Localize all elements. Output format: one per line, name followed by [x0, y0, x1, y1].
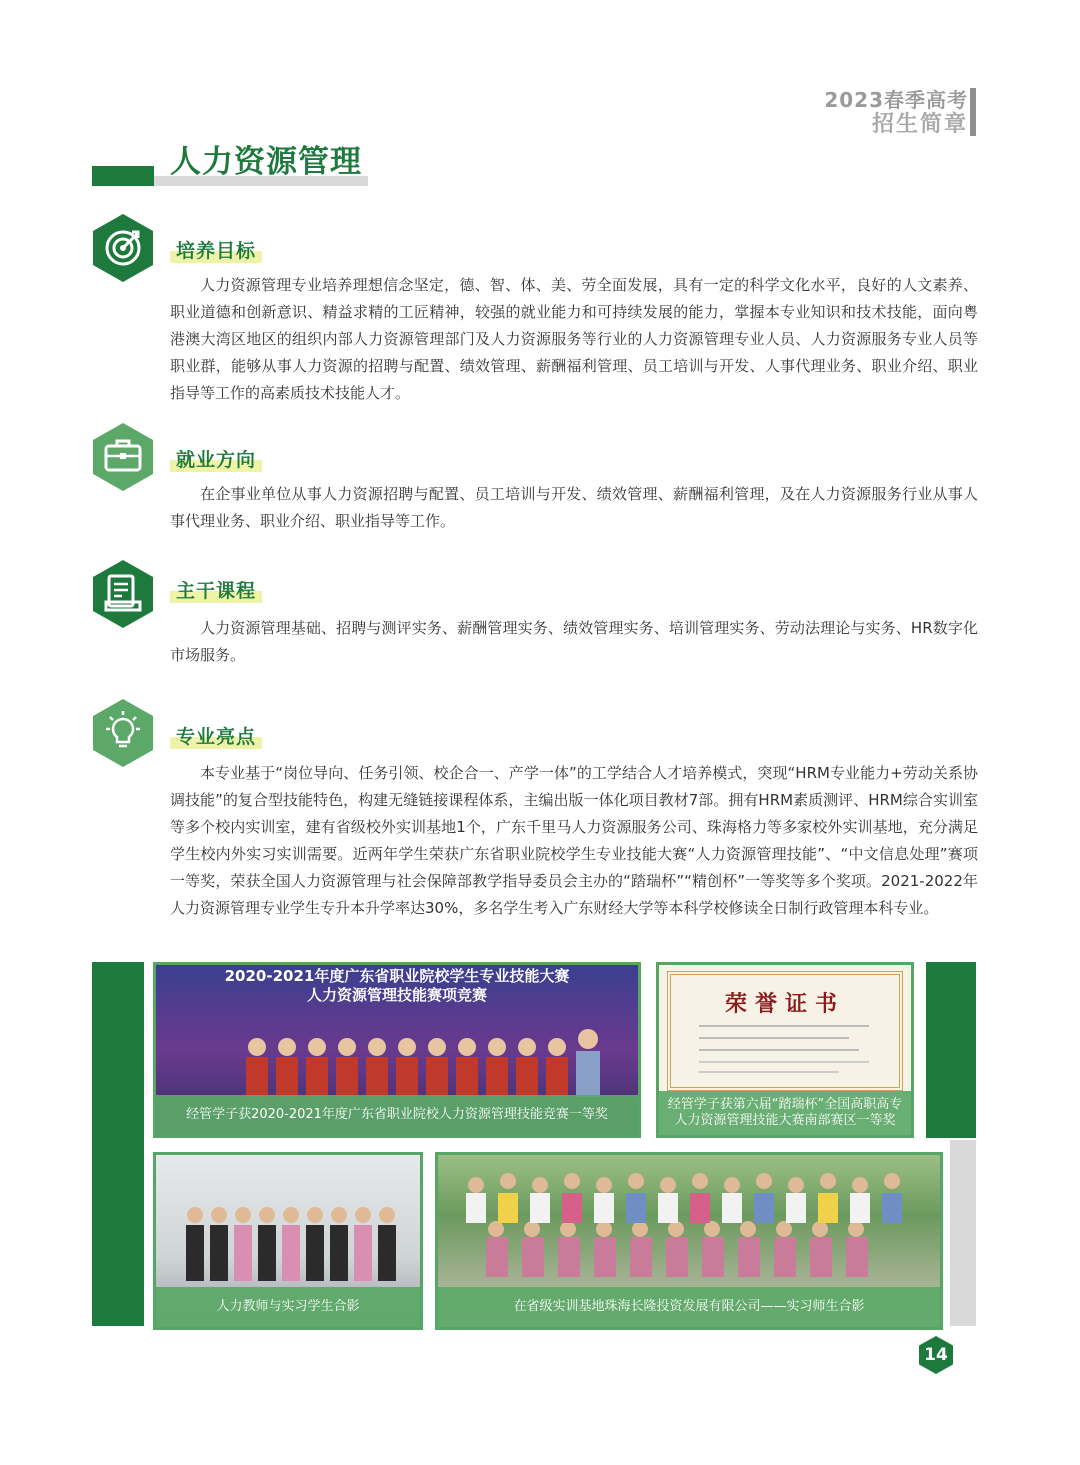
page-title: 人力资源管理 — [170, 144, 362, 180]
photo-caption: 人力教师与实习学生合影 — [156, 1287, 420, 1327]
group-people-illustration — [226, 1025, 626, 1105]
photo-deco-right-green — [926, 962, 976, 1138]
section-heading-goal: 培养目标 — [170, 236, 262, 263]
photo-deco-left — [92, 962, 144, 1326]
section-body-courses: 人力资源管理基础、招聘与测评实务、薪酬管理实务、绩效管理实务、培训管理实务、劳动法理论与实务、HR数字化市场服务。 — [170, 619, 978, 664]
photo-caption: 在省级实训基地珠海长隆投资发展有限公司——实习师生合影 — [438, 1287, 940, 1327]
section-heading-career: 就业方向 — [170, 445, 262, 472]
group-people-illustration — [176, 1185, 406, 1285]
header-subtitle: 招生简章 — [871, 112, 968, 137]
photo-caption: 经管学子获第六届“踏瑞杯”全国高职高专人力资源管理技能大赛南部赛区一等奖 — [659, 1091, 911, 1135]
photo-banner-line2: 人力资源管理技能赛项竞赛 — [306, 986, 487, 1004]
photo-certificate — [656, 962, 914, 1138]
section-body-highlights: 本专业基于“岗位导向、任务引领、校企合一、产学一体”的工学结合人才培养模式，突现“HRM专业能力+劳动关系协调技能”的复合型技能特色，构建无缝链接课程体系，主编出版一体化项目教材7部。拥有HRM素质测评、HRM综合实训室等多个校内实训室，建有省级校外实训基地1个，广东千里马人力资源服务公司、珠海格力等多家校外实训基地，充分满足学生校内外实习实训需要。近两年学生荣获广东省职业院校学生专业技能大赛“人力资源管理技能”、“中文信息处理”赛项一等奖，荣获全国人力资源管理与社会保障部教学指导委员会主办的“踏瑞杯”“精创杯”一等奖等多个奖项。2021-2022年人力资源管理专业学生专升本升学率达30%，多名学生考入广东财经大学等本科学校修读全日制行政管理本科专业。 — [170, 764, 978, 917]
brochure-header — [824, 88, 968, 138]
section-body-goal: 人力资源管理专业培养理想信念坚定，德、智、体、美、劳全面发展，具有一定的科学文化水平，良好的人文素养、职业道德和创新意识、精益求精的工匠精神，较强的就业能力和可持续发展的能力，掌握本专业知识和技术技能，面向粤港澳大湾区地区的组织内部人力资源管理部门及人力资源服务等行业的人力资源管理专业人员、人力资源服务专业人员等职业群，能够从事人力资源的招聘与配置、绩效管理、薪酬福利管理、员工培训与开发、人事代理业务、职业介绍、职业指导等工作的高素质技术技能人才。 — [170, 276, 978, 402]
header-year: 2023春季高考 — [824, 88, 968, 112]
photo-deco-right-gray — [950, 1140, 976, 1326]
section-body-career: 在企事业单位从事人力资源招聘与配置、员工培训与开发、绩效管理、薪酬福利管理，及在人力资源服务行业从事人事代理业务、职业介绍、职业指导等工作。 — [170, 485, 978, 530]
photo-teachers-interns — [153, 1152, 423, 1330]
group-people-illustration — [456, 1165, 926, 1285]
photo-competition-award — [153, 962, 641, 1138]
header-divider — [970, 88, 976, 136]
photo-caption: 经管学子获2020-2021年度广东省职业院校人力资源管理技能竞赛一等奖 — [156, 1095, 638, 1135]
lightbulb-icon — [90, 697, 156, 769]
page-number — [918, 1335, 954, 1375]
briefcase-icon — [90, 421, 156, 493]
section-heading-highlights: 专业亮点 — [170, 722, 262, 749]
target-icon — [90, 212, 156, 284]
photo-banner-line1: 2020-2021年度广东省职业院校学生专业技能大赛 — [224, 967, 570, 985]
certificate-title: 荣誉证书 — [724, 991, 845, 1017]
section-heading-courses: 主干课程 — [170, 576, 262, 603]
photo-training-base — [435, 1152, 943, 1330]
title-accent-bar — [92, 166, 154, 186]
page-number-text: 14 — [924, 1345, 948, 1365]
document-icon — [90, 558, 156, 630]
